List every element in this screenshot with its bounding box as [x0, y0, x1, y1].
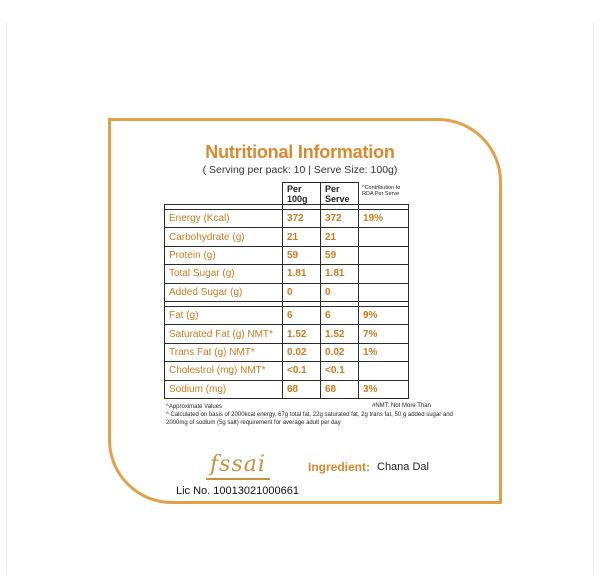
- cell-name: Carbohydrate (g): [165, 228, 283, 246]
- license-number: Lic No. 10013021000661: [176, 485, 299, 497]
- cell-perServe: 372: [321, 210, 359, 228]
- cell-name: Saturated Fat (g) NMT*: [165, 325, 283, 343]
- cell-rda: 1%: [359, 343, 409, 361]
- cell-per100: 1.52: [283, 325, 321, 343]
- cell-name: Trans Fat (g) NMT*: [165, 343, 283, 361]
- header-per-100g: Per 100g: [283, 183, 321, 205]
- cell-name: Total Sugar (g): [165, 265, 283, 283]
- table-row: [165, 306, 409, 324]
- fssai-logo: fssai: [210, 452, 266, 477]
- ingredient-value: Chana Dal: [377, 461, 429, 473]
- cell-name: Fat (g): [165, 306, 283, 324]
- header-per-serve: Per Serve: [321, 183, 359, 205]
- cell-per100: 0.02: [283, 343, 321, 361]
- cell-perServe: 21: [321, 228, 359, 246]
- cell-rda: 3%: [359, 380, 409, 398]
- cell-perServe: 59: [321, 246, 359, 264]
- label-title: Nutritional Information: [205, 142, 395, 162]
- serving-info: ( Serving per pack: 10 | Serve Size: 100g): [202, 164, 398, 176]
- footnote-calculation: ^ Calculated on basis of 2000kcal energy, 67g total fat, 22g saturated fat, 2g trans fat, 50 g added sugar and 2000mg of sodium (5g salt) requirement for average adult per day: [166, 412, 453, 426]
- cell-perServe: <0.1: [321, 362, 359, 380]
- table-row: [165, 265, 409, 283]
- cell-rda: 7%: [359, 325, 409, 343]
- nutrition-table: [164, 182, 409, 399]
- cell-name: Energy (Kcal): [165, 210, 283, 228]
- cell-rda: [359, 283, 409, 301]
- cell-per100: 372: [283, 210, 321, 228]
- cell-rda: [359, 265, 409, 283]
- cell-per100: 1.81: [283, 265, 321, 283]
- fssai-logo-underline: [206, 478, 270, 480]
- table-row: [165, 210, 409, 228]
- cell-perServe: 68: [321, 380, 359, 398]
- cell-perServe: 1.81: [321, 265, 359, 283]
- cell-rda: 9%: [359, 306, 409, 324]
- cell-per100: 21: [283, 228, 321, 246]
- cell-perServe: 0: [321, 283, 359, 301]
- cell-rda: [359, 246, 409, 264]
- cell-rda: 19%: [359, 210, 409, 228]
- cell-per100: 0: [283, 283, 321, 301]
- ingredient-label: Ingredient:: [308, 460, 370, 474]
- table-row: [165, 380, 409, 398]
- cell-per100: <0.1: [283, 362, 321, 380]
- footnote-nmt: #NMT: Not More Than: [372, 403, 431, 409]
- cell-name: Protein (g): [165, 246, 283, 264]
- cell-name: Sodium (mg): [165, 380, 283, 398]
- header-rda: ^Contribution to RDA Per Serve: [362, 184, 401, 197]
- table-row: [165, 343, 409, 361]
- cell-per100: 68: [283, 380, 321, 398]
- cell-perServe: 1.52: [321, 325, 359, 343]
- footnote-approx: ^Approximate Values: [166, 404, 223, 410]
- table-row: [165, 283, 409, 301]
- cell-per100: 6: [283, 306, 321, 324]
- table-row: [165, 246, 409, 264]
- cell-rda: [359, 362, 409, 380]
- table-row: [165, 362, 409, 380]
- table-row: [165, 228, 409, 246]
- header-blank: [165, 183, 283, 205]
- cell-perServe: 6: [321, 306, 359, 324]
- cell-perServe: 0.02: [321, 343, 359, 361]
- cell-rda: [359, 228, 409, 246]
- table-row: [165, 325, 409, 343]
- cell-name: Added Sugar (g): [165, 283, 283, 301]
- table-header-row: [165, 183, 409, 205]
- cell-name: Cholestrol (mg) NMT*: [165, 362, 283, 380]
- cell-per100: 59: [283, 246, 321, 264]
